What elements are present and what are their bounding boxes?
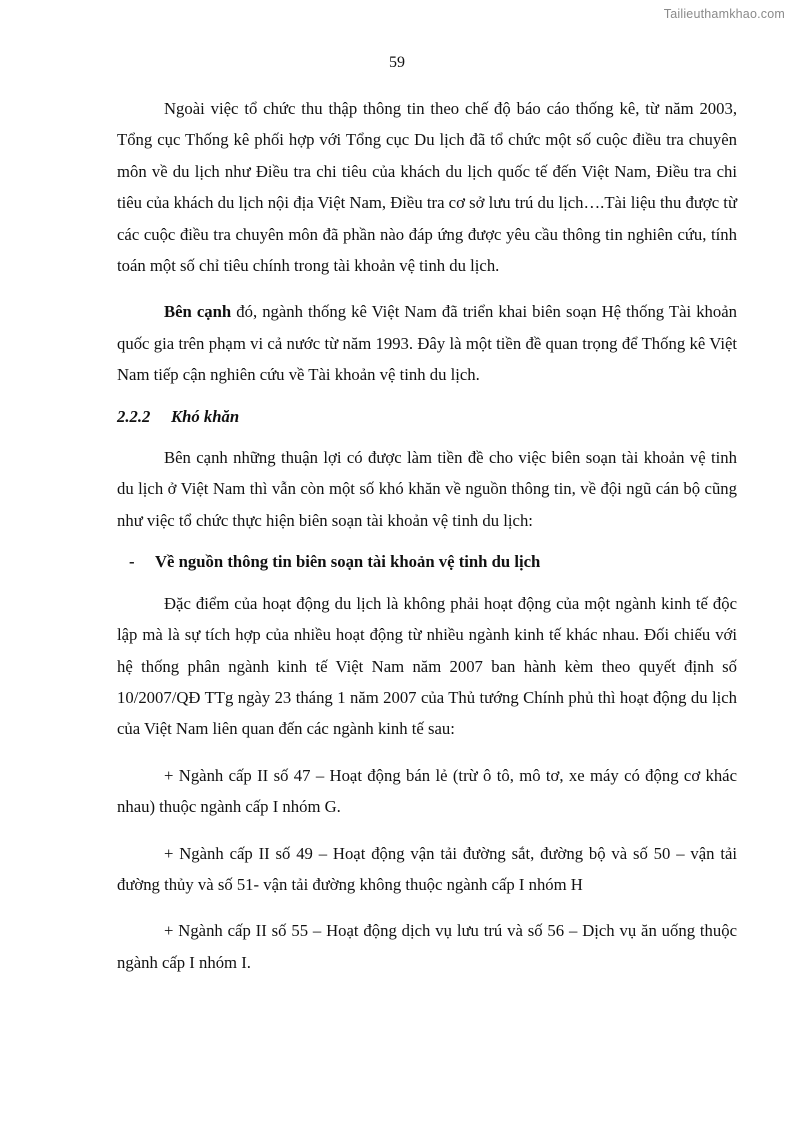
page-number: 59	[389, 54, 405, 71]
paragraph-difficulties: Bên cạnh những thuận lợi có được làm tiền đề cho việc biên soạn tài khoản vệ tinh du lịch ở Việt Nam thì vẫn còn một số khó khăn về nguồn thông tin, về đội ngũ cán bộ cũng như việc tổ chức thực hiện biên soạn tài khoản vệ tinh du lịch:	[117, 448, 737, 530]
bullet-dash: -	[129, 552, 135, 572]
paragraph-survey: Ngoài việc tổ chức thu thập thông tin theo chế độ báo cáo thống kê, từ năm 2003, Tổng cục Thống kê phối hợp với Tổng cục Du lịch đã tổ chức một số cuộc điều tra chuyên môn về du lịch như Điều tra chi tiêu của khách du lịch quốc tế đến Việt Nam, Điều tra chi tiêu của khách du lịch nội địa Việt Nam, Điều tra cơ sở lưu trú du lịch….Tài liệu thu được từ các cuộc điều tra chuyên môn đã phần nào đáp ứng được yêu cầu thông tin nghiên cứu, tính toán một số chỉ tiêu chính trong tài khoản vệ tinh du lịch.	[117, 99, 737, 276]
list-item-sector-49: + Ngành cấp II số 49 – Hoạt động vận tải đường sắt, đường bộ và số 50 – vận tải đường thủy và số 51- vận tải đường không thuộc ngành cấp I nhóm H	[117, 843, 737, 894]
bullet-heading	[117, 546, 737, 577]
section-title: Khó khăn	[171, 406, 240, 426]
list-item-sector-47: + Ngành cấp II số 47 – Hoạt động bán lẻ (trừ ô tô, mô tơ, xe máy có động cơ khác nhau) thuộc ngành cấp I nhóm G.	[117, 765, 737, 817]
paragraph-national-accounts-text: đó, ngành thống kê Việt Nam đã triển khai biên soạn Hệ thống Tài khoản quốc gia trên phạm vi cả nước từ năm 1993. Đây là một tiền đề quan trọng để Thống kê Việt Nam tiếp cận nghiên cứu về Tài khoản vệ tinh du lịch.	[117, 302, 737, 385]
watermark: Tailieuthamkhao.com	[663, 7, 785, 21]
document-body	[117, 93, 737, 978]
paragraph-characteristics: Đặc điểm của hoạt động du lịch là không phải hoạt động của một ngành kinh tế độc lập mà là sự tích hợp của nhiều hoạt động từ nhiều ngành kinh tế khác nhau. Đối chiếu với hệ thống phân ngành kinh tế Việt Nam năm 2007 ban hành kèm theo quyết định số 10/2007/QĐ TTg ngày 23 tháng 1 năm 2007 của Thủ tướng Chính phủ thì hoạt động du lịch của Việt Nam liên quan đến các ngành kinh tế sau:	[117, 593, 737, 739]
list-item-sector-55: + Ngành cấp II số 55 – Hoạt động dịch vụ lưu trú và số 56 – Dịch vụ ăn uống thuộc ngành cấp I nhóm I.	[117, 921, 737, 972]
bold-lead-text: Bên cạnh	[164, 302, 232, 322]
bullet-heading-text: Về nguồn thông tin biên soạn tài khoản vệ tinh du lịch	[155, 552, 541, 572]
paragraph-national-accounts	[117, 296, 737, 390]
section-heading	[117, 401, 737, 432]
section-number: 2.2.2	[117, 406, 151, 426]
